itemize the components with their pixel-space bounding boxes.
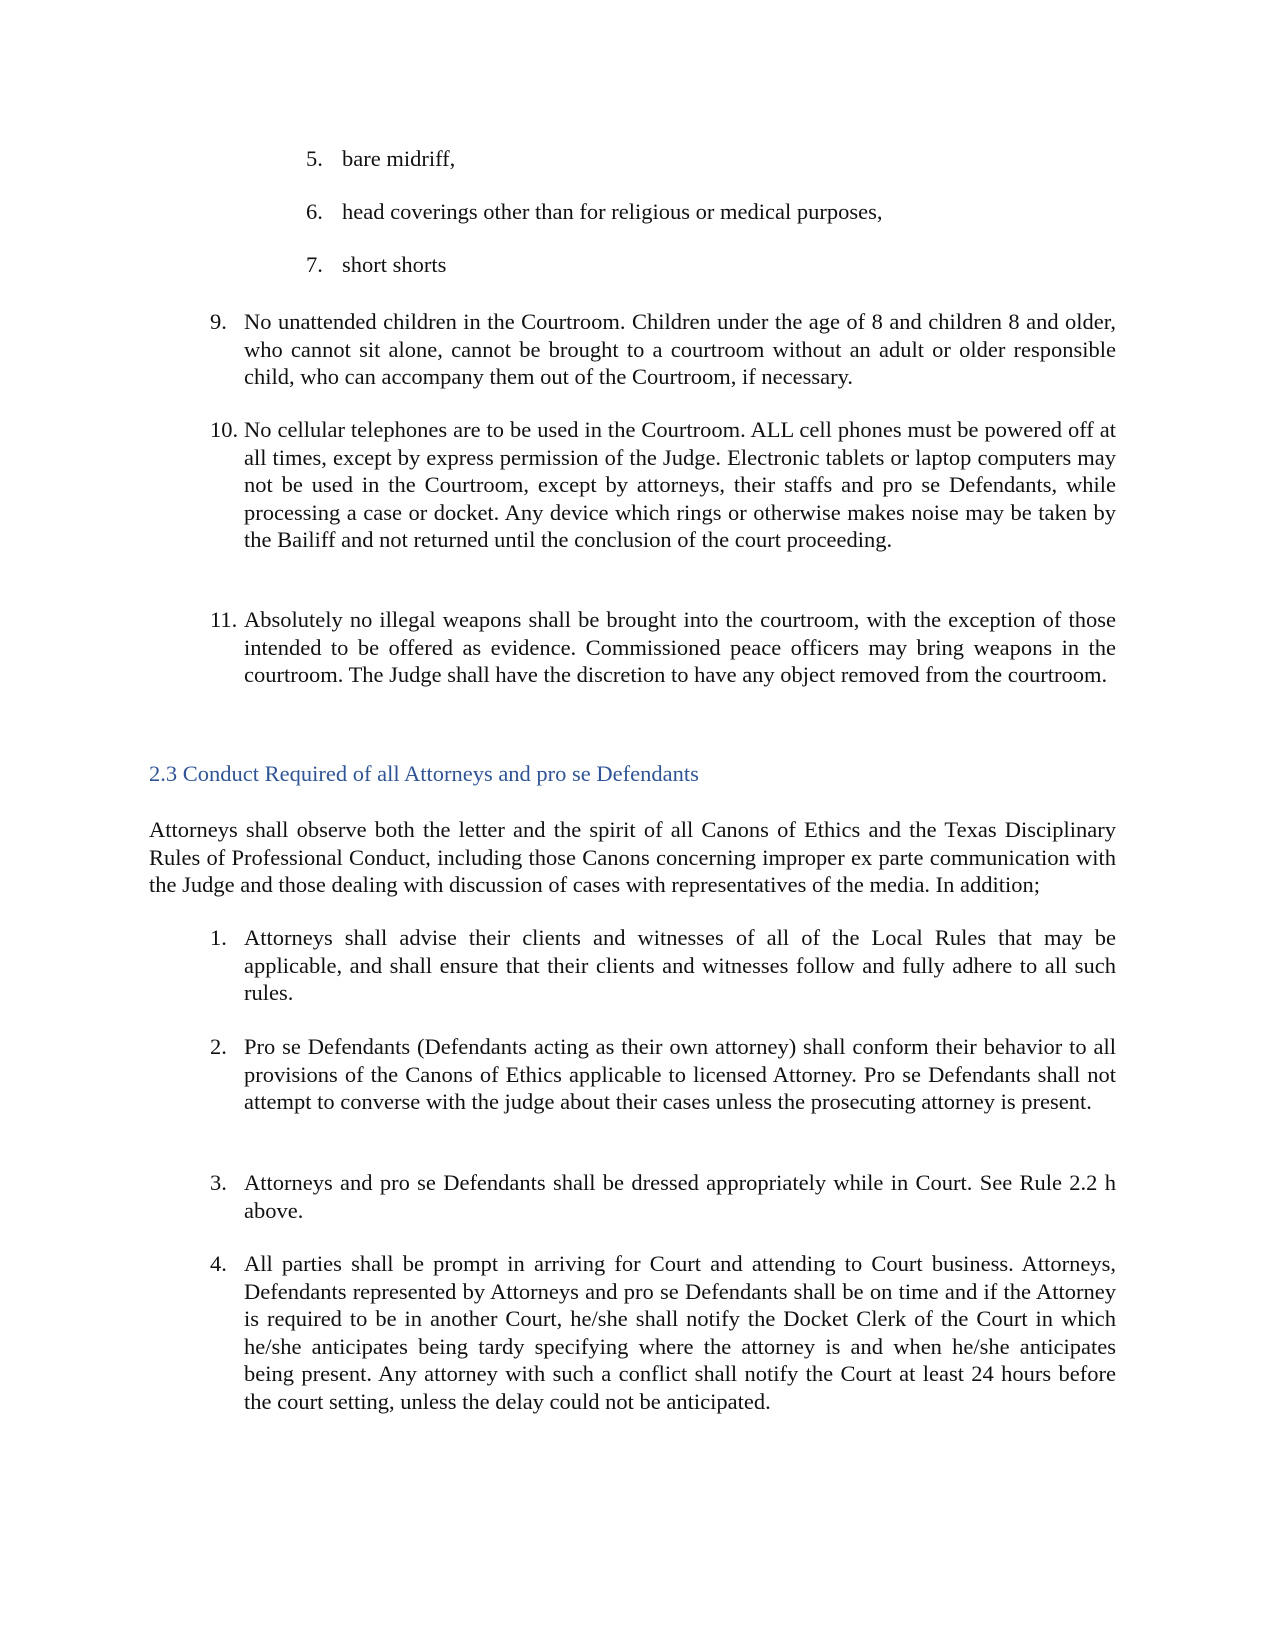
rule-number: 11. <box>210 607 238 632</box>
section-intro <box>149 816 1116 899</box>
conduct-text: Attorneys shall advise their clients and witnesses of all of the Local Rules that may be applicable, and shall ensure that their clients and witnesses follow and fully adhere to all such rules. <box>244 925 1116 1005</box>
rule-item <box>210 308 1116 391</box>
list-number: 7. <box>306 252 323 277</box>
list-text: short shorts <box>342 252 447 277</box>
conduct-number: 4. <box>210 1251 227 1276</box>
rule-text: Absolutely no illegal weapons shall be brought into the courtroom, with the exception of those intended to be offered as evidence. Commissioned peace officers may bring weapons in the courtroom. The Judge shall have the discretion to have any object removed from the courtroom. <box>244 607 1116 687</box>
conduct-number: 3. <box>210 1170 227 1195</box>
list-number: 5. <box>306 146 323 171</box>
rule-number: 9. <box>210 309 227 334</box>
list-text: bare midriff, <box>342 146 456 171</box>
conduct-number: 1. <box>210 925 227 950</box>
conduct-item <box>210 924 1116 1007</box>
rule-number: 10. <box>210 417 239 442</box>
rule-item <box>210 606 1116 689</box>
rule-text: No unattended children in the Courtroom. Children under the age of 8 and children 8 and older, who cannot sit alone, cannot be brought to a courtroom without an adult or older responsible child, who can accompany them out of the Courtroom, if necessary. <box>244 309 1116 389</box>
conduct-text: All parties shall be prompt in arriving for Court and attending to Court business. Attorneys, Defendants represented by Attorneys and pro se Defendants shall be on time and if the Attorney is required to be in another Court, he/she shall notify the Docket Clerk of the Court in which he/she anticipates being tardy specifying where the attorney is and when he/she anticipates being present. Any attorney with such a conflict shall notify the Court at least 24 hours before the court setting, unless the delay could not be anticipated. <box>244 1251 1116 1414</box>
list-number: 6. <box>306 199 323 224</box>
rule-text: No cellular telephones are to be used in the Courtroom. ALL cell phones must be powered off at all times, except by express permission of the Judge. Electronic tablets or laptop computers may not be used in the Courtroom, except by attorneys, their staffs and pro se Defendants, while processing a case or docket. Any device which rings or otherwise makes noise may be taken by the Bailiff and not returned until the conclusion of the court proceeding. <box>244 417 1116 552</box>
intro-text: Attorneys shall observe both the letter and the spirit of all Canons of Ethics and the Texas Disciplinary Rules of Professional Conduct, including those Canons concerning improper ex parte communication with the Judge and those dealing with discussion of cases with representatives of the media. In addition; <box>149 817 1116 897</box>
conduct-text: Attorneys and pro se Defendants shall be dressed appropriately while in Court. See Rule 2.2 h above. <box>244 1170 1116 1223</box>
list-text: head coverings other than for religious or medical purposes, <box>342 199 883 224</box>
rule-item <box>210 416 1116 554</box>
conduct-text: Pro se Defendants (Defendants acting as their own attorney) shall conform their behavior to all provisions of the Canons of Ethics applicable to licensed Attorney. Pro se Defendants shall not attempt to converse with the judge about their cases unless the prosecuting attorney is present. <box>244 1034 1116 1114</box>
conduct-item <box>210 1033 1116 1116</box>
conduct-item <box>210 1250 1116 1415</box>
section-heading: 2.3 Conduct Required of all Attorneys and pro se Defendants <box>149 761 699 786</box>
conduct-number: 2. <box>210 1034 227 1059</box>
conduct-item <box>210 1169 1116 1224</box>
